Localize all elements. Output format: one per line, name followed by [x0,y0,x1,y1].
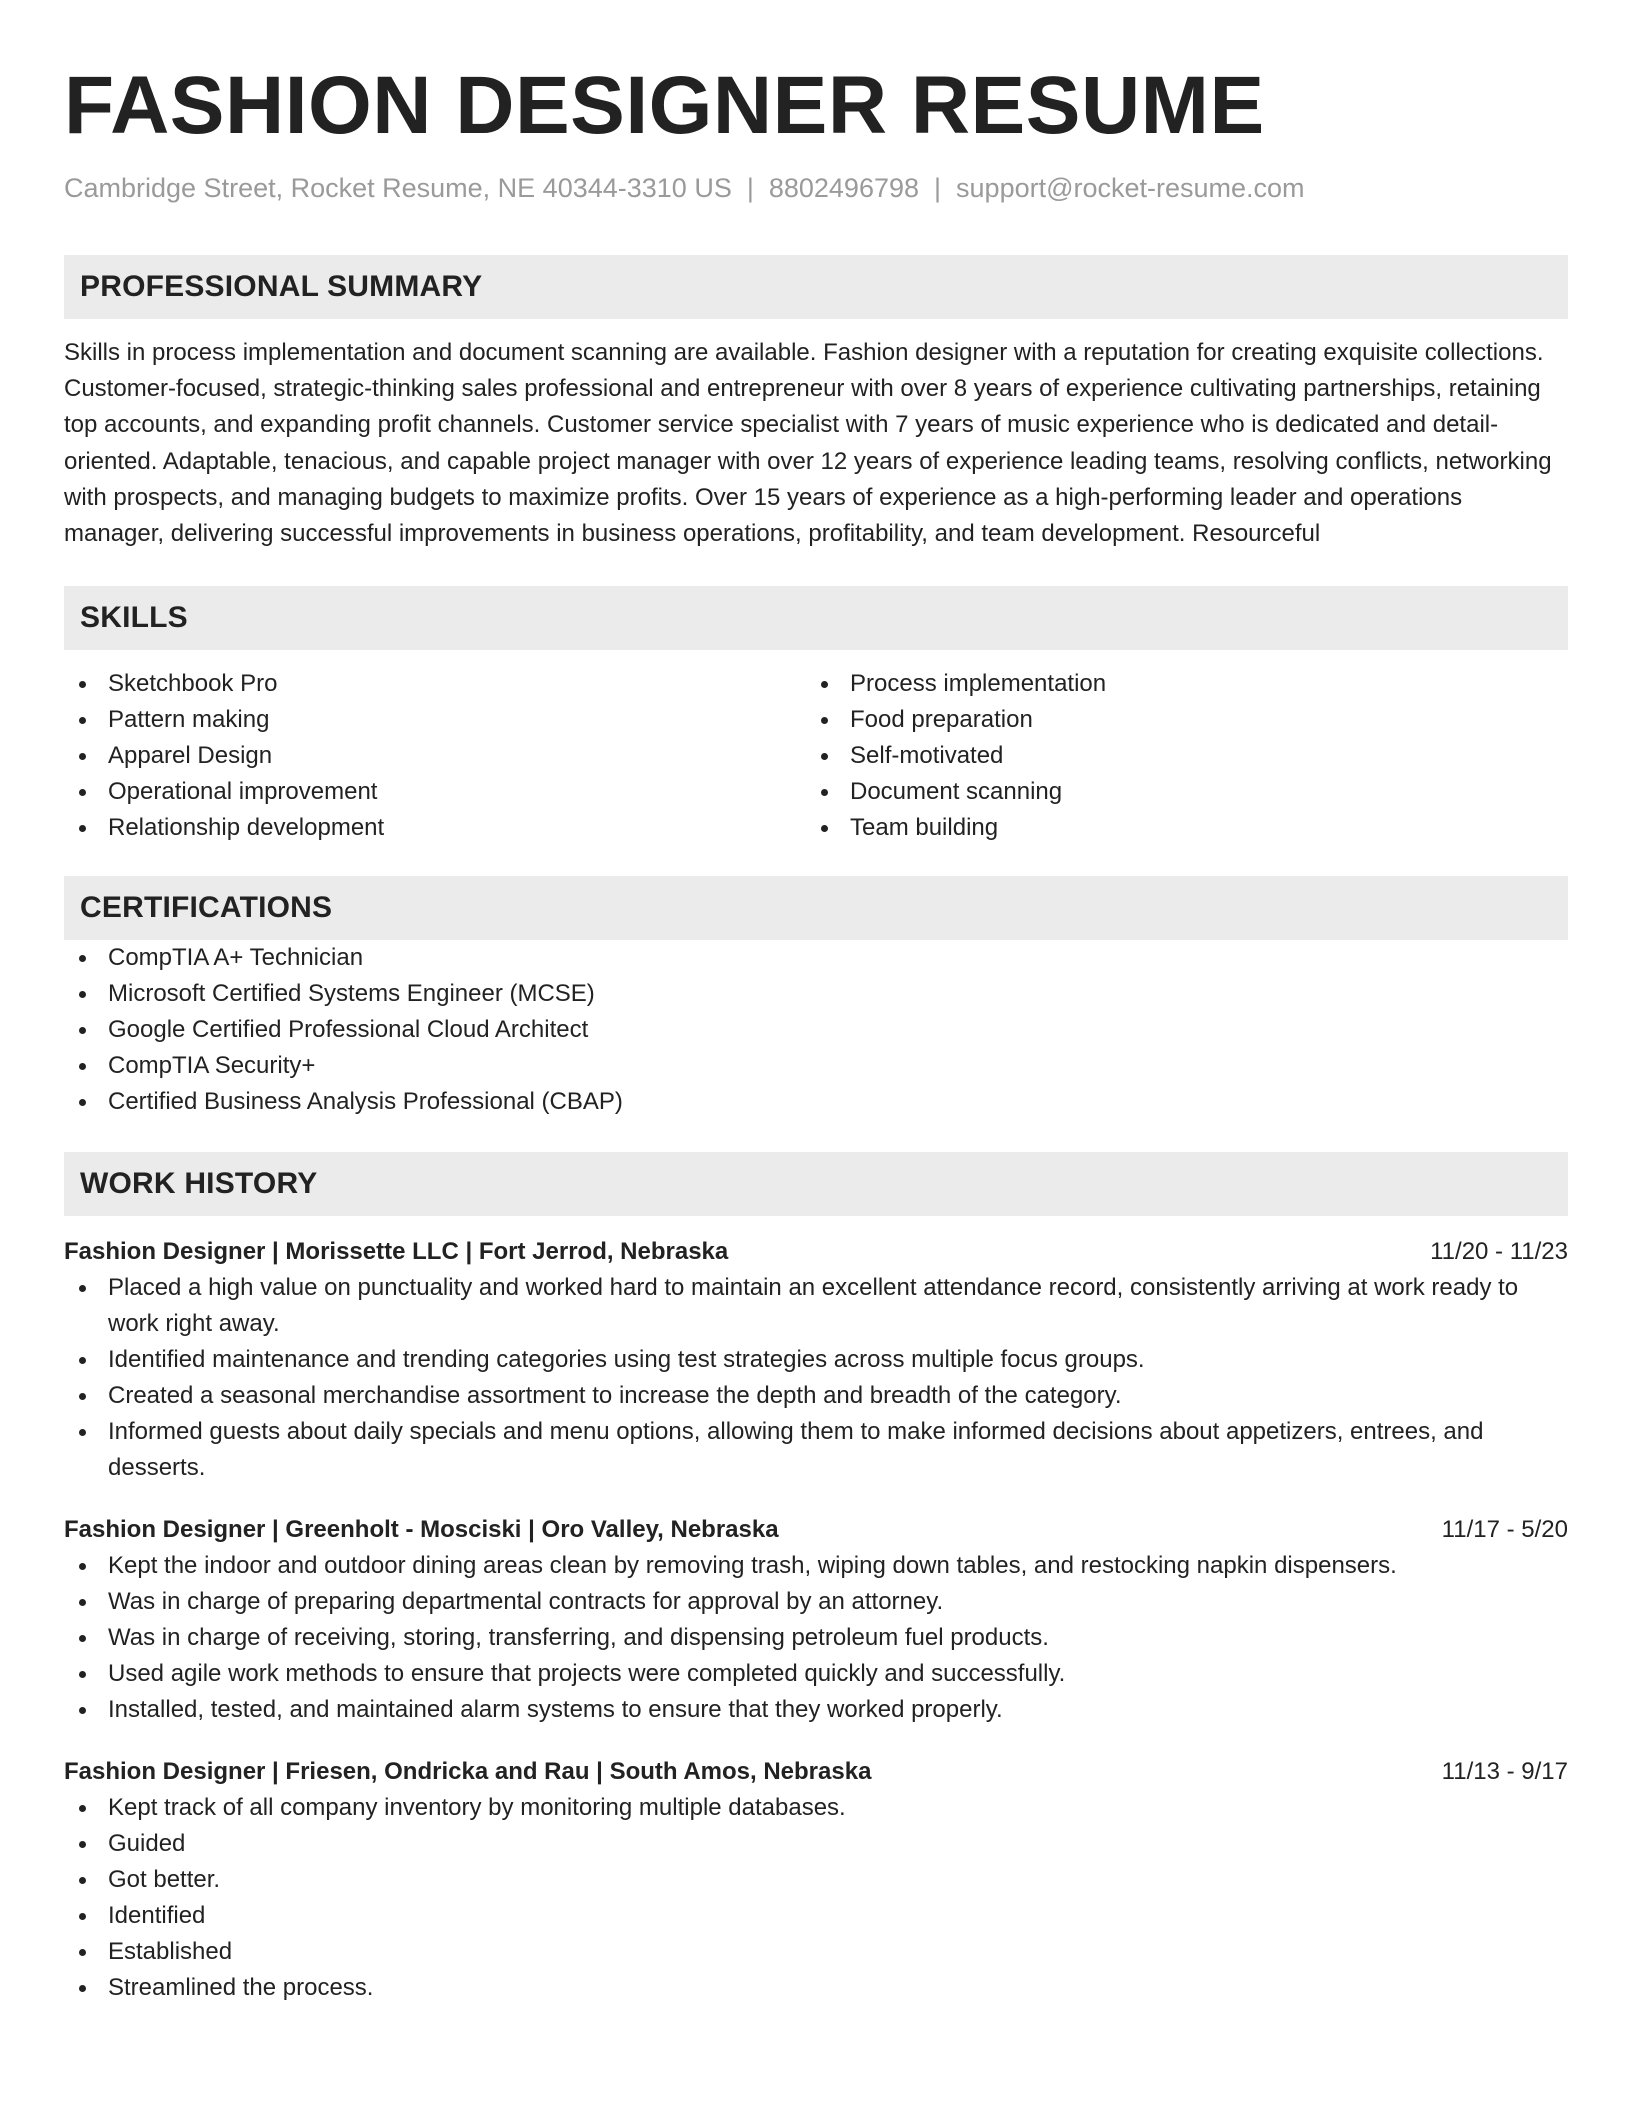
job-bullet: Got better. [64,1862,1568,1898]
skill-item: Apparel Design [64,738,806,774]
skill-item: Food preparation [806,702,1548,738]
job-title: Fashion Designer | Greenholt - Mosciski | Oro Valley, Nebraska [64,1516,779,1544]
skill-item: Process implementation [806,666,1548,702]
skill-item: Team building [806,810,1548,846]
section-header-certifications: CERTIFICATIONS [64,876,1568,940]
certifications-list [64,940,1568,1120]
certification-item: Google Certified Professional Cloud Architect [64,1012,1568,1048]
job-bullets [64,1270,1568,1486]
skill-item: Document scanning [806,774,1548,810]
job-entry [64,1512,1568,1728]
contact-address: Cambridge Street, Rocket Resume, NE 40344-3310 US [64,173,732,203]
job-dates: 11/20 - 11/23 [1430,1238,1568,1266]
job-bullet: Installed, tested, and maintained alarm systems to ensure that they worked properly. [64,1692,1568,1728]
resume-title: FASHION DESIGNER RESUME [64,60,1265,151]
job-bullet: Used agile work methods to ensure that projects were completed quickly and successfully. [64,1656,1568,1692]
skills-column-right [806,666,1548,846]
summary-text: Skills in process implementation and document scanning are available. Fashion designer with a reputation for creating exquisite collections. Customer-focused, strategic-thinking sales professional and entrepreneur with over 8 years of experience cultivating partnerships, retaining top accounts, and expanding profit channels. Customer service specialist with 7 years of music experience who is dedicated and detail-oriented. Adaptable, tenacious, and capable project manager with over 12 years of experience leading teams, resolving conflicts, networking with prospects, and managing budgets to maximize profits. Over 15 years of experience as a high-performing leader and operations manager, delivering successful improvements in business operations, profitability, and team development. Resourceful [64,339,1552,548]
skill-item: Sketchbook Pro [64,666,806,702]
contact-line [64,170,1568,206]
certification-item: Certified Business Analysis Professional (CBAP) [64,1084,1568,1120]
job-bullet: Identified maintenance and trending categories using test strategies across multiple focus groups. [64,1342,1568,1378]
job-title: Fashion Designer | Morissette LLC | Fort Jerrod, Nebraska [64,1238,729,1266]
skill-item: Relationship development [64,810,806,846]
job-header [64,1512,1568,1548]
job-header [64,1234,1568,1270]
certification-item: CompTIA Security+ [64,1048,1568,1084]
job-bullet: Streamlined the process. [64,1970,1568,2006]
job-dates: 11/13 - 9/17 [1441,1758,1568,1786]
job-bullets [64,1548,1568,1728]
job-bullet: Kept track of all company inventory by monitoring multiple databases. [64,1790,1568,1826]
job-bullet: Kept the indoor and outdoor dining areas clean by removing trash, wiping down tables, and restocking napkin dispensers. [64,1548,1568,1584]
certification-item: Microsoft Certified Systems Engineer (MCSE) [64,976,1568,1012]
contact-email: support@rocket-resume.com [956,173,1305,203]
skills-grid [64,666,1568,846]
skill-item: Operational improvement [64,774,806,810]
skills-column-left [64,666,806,846]
contact-separator: | [934,173,942,203]
job-bullet: Guided [64,1826,1568,1862]
job-bullet: Was in charge of receiving, storing, transferring, and dispensing petroleum fuel products. [64,1620,1568,1656]
section-header-skills: SKILLS [64,586,1568,650]
certification-item: CompTIA A+ Technician [64,940,1568,976]
job-bullets [64,1790,1568,2006]
section-header-summary: PROFESSIONAL SUMMARY [64,255,1568,319]
contact-separator: | [746,173,754,203]
job-header [64,1754,1568,1790]
job-entry [64,1234,1568,1486]
job-title: Fashion Designer | Friesen, Ondricka and Rau | South Amos, Nebraska [64,1758,872,1786]
job-bullet: Identified [64,1898,1568,1934]
job-bullet: Placed a high value on punctuality and worked hard to maintain an excellent attendance record, consistently arriving at work ready to work right away. [64,1270,1568,1342]
job-entry [64,1754,1568,2006]
job-bullet: Informed guests about daily specials and menu options, allowing them to make informed decisions about appetizers, entrees, and desserts. [64,1414,1568,1486]
job-bullet: Established [64,1934,1568,1970]
job-bullet: Was in charge of preparing departmental contracts for approval by an attorney. [64,1584,1568,1620]
skill-item: Self-motivated [806,738,1548,774]
skill-item: Pattern making [64,702,806,738]
contact-phone: 8802496798 [768,173,920,203]
section-header-work-history: WORK HISTORY [64,1152,1568,1216]
job-dates: 11/17 - 5/20 [1441,1516,1568,1544]
job-bullet: Created a seasonal merchandise assortment to increase the depth and breadth of the category. [64,1378,1568,1414]
